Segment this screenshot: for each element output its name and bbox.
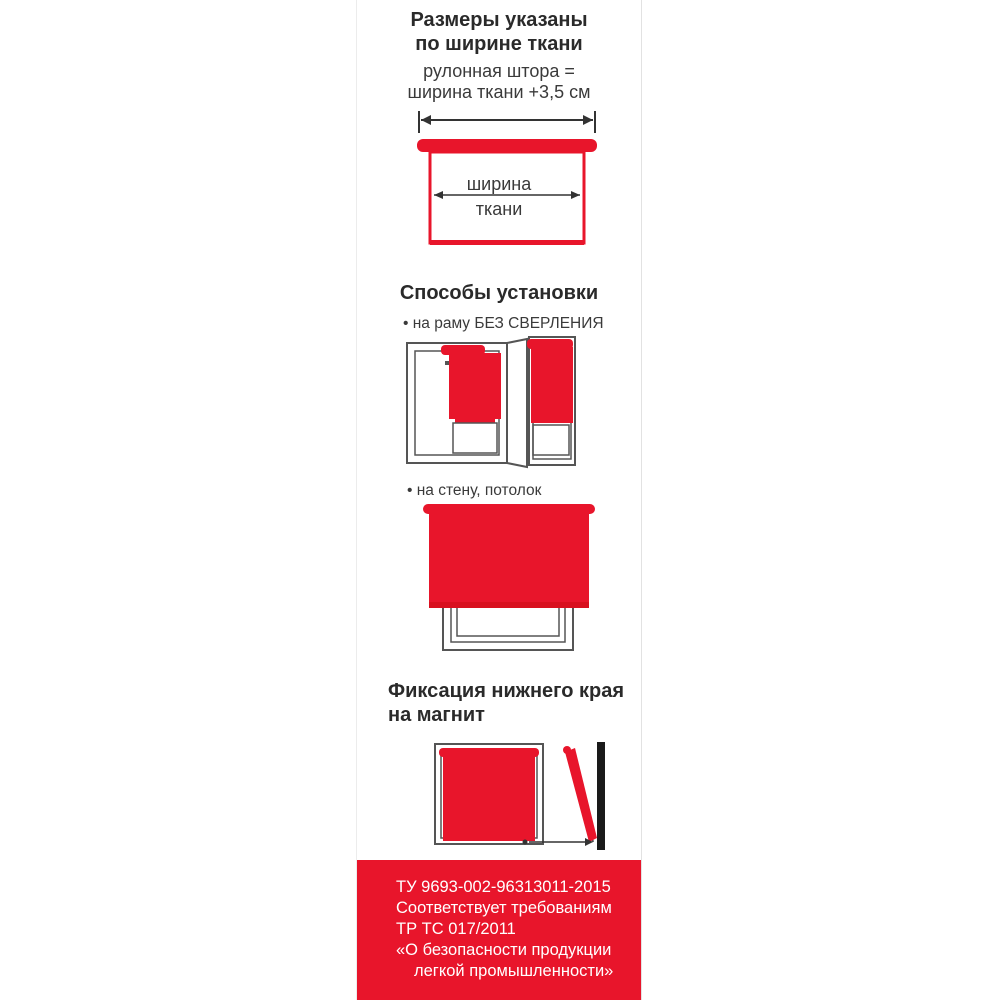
magnet-heading-line1: Фиксация нижнего края <box>388 680 625 702</box>
footer-line-2: Соответствует требованиям <box>396 899 612 917</box>
sizes-heading-line2: по ширине ткани <box>415 33 583 55</box>
footer-line-1: ТУ 9693-002-96313011-2015 <box>396 878 611 896</box>
sizes-heading-line1: Размеры указаны <box>410 9 588 31</box>
formula-line1: рулонная штора = <box>423 61 575 81</box>
product-panel <box>356 0 642 1000</box>
magnet-icon <box>357 738 641 856</box>
install-option-wall: • на стену, потолок <box>407 482 542 499</box>
certification-footer <box>357 860 641 1000</box>
footer-line-5: легкой промышленности» <box>414 962 614 980</box>
formula-line2: ширина ткани +3,5 см <box>407 82 591 102</box>
magnet-heading-line2: на магнит <box>388 704 485 726</box>
diagram-label-line1: ширина <box>466 174 532 194</box>
diagram-label-line2: ткани <box>475 199 523 219</box>
install-option-frame: • на раму БЕЗ СВЕРЛЕНИЯ <box>403 315 604 332</box>
window-frame-icon <box>357 333 641 473</box>
wall-mount-icon <box>357 502 641 657</box>
footer-line-4: «О безопасности продукции <box>396 941 612 959</box>
install-heading: Способы установки <box>399 282 599 304</box>
footer-line-3: ТР ТС 017/2011 <box>396 920 516 938</box>
